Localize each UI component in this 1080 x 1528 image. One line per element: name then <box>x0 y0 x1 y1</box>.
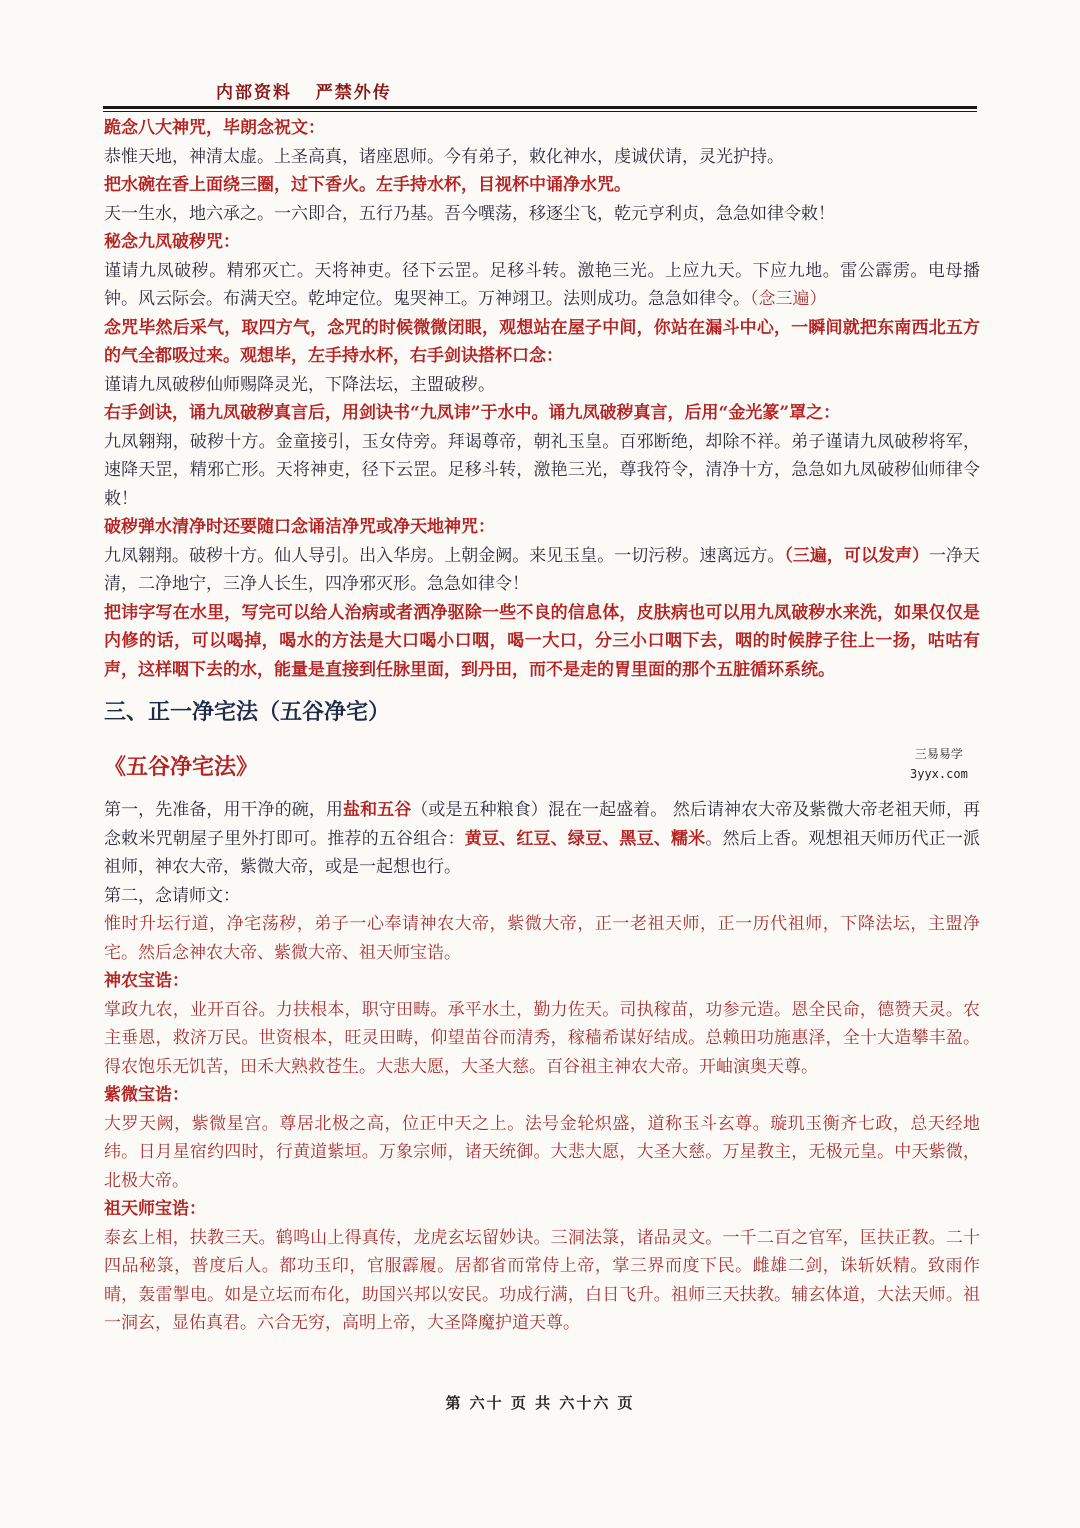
incantation-body: 谨请九凤破秽。精邪灭亡。天将神吏。径下云罡。足移斗转。激艳三光。上应九天。下应九地。雷公霹雳。电母播钟。风云际会。布满天空。乾坤定位。鬼哭神工。万神翊卫。法则成功。急急如律令。 <box>104 260 980 309</box>
highlight-text: 黄豆、红豆、绿豆、黑豆、糯米 <box>464 828 706 849</box>
section-title: 《五谷净宅法》 <box>104 754 259 780</box>
invocation-text: 惟时升坛行道，净宅荡秽，弟子一心奉请神农大帝，紫微大帝，正一老祖天师，正一历代祖师，下降法坛，主盟净宅。然后念神农大帝、紫微大帝、祖天师宝诰。 <box>104 914 980 963</box>
incantation-text: 恭惟天地，神清太虚。上圣高真，诸座恩师。今有弟子，敕化神水，虔诚伏请，灵光护持。 <box>104 146 784 167</box>
text-run: 第一，先准备，用干净的碗，用 <box>104 800 343 820</box>
invocation-text: 大罗天阙，紫微星宫。尊居北极之高，位正中天之上。法号金轮炽盛，道称玉斗玄尊。璇玑玉衡齐七政，总天经地纬。日月星宿约四时，行黄道紫垣。万象宗师，诸天统御。大悲大愿，大圣大慈。万星教主，无极元皇。中天紫微，北极大帝。 <box>104 1113 980 1191</box>
subheading-shennong: 神农宝诰： <box>104 971 189 991</box>
instruction-paragraph: 把讳字写在水里，写完可以给人治病或者洒净驱除一些不良的信息体，皮肤病也可以用九凤破秽水来洗，如果仅仅是内修的话，可以喝掉，喝水的方法是大口喝小口咽，喝一大口，分三小口咽下去，咽的时候脖子往上一扬，咕咕有声，这样咽下去的水，能量是直接到任脉里面，到丹田，而不是走的胃里面的那个五脏循环系统。 <box>104 602 980 680</box>
subheading-zutianshi: 祖天师宝诰： <box>104 1199 206 1219</box>
incantation-text: 天一生水，地六承之。一六即合，五行乃基。吾今噀荡，移逐尘飞，乾元亨利贞，急急如律令敕！ <box>104 203 835 224</box>
incantation-text: 九凤翱翔，破秽十方。金童接引，玉女侍旁。拜谒尊帝，朝礼玉皇。百邪断绝，却除不祥。弟子谨请九凤破秽将军，速降天罡，精邪亡形。天将神吏，径下云罡。足移斗转，激艳三光，尊我符令，清净十方，急急如九凤破秽仙师律令敕！ <box>104 431 980 509</box>
repeat-note: （念三遍） <box>750 289 827 309</box>
incantation-text: 谨请九凤破秽仙师赐降灵光，下降法坛，主盟破秽。 <box>104 374 495 395</box>
page-content <box>104 114 980 1338</box>
page-number: 第 六十 页 共 六十六 页 <box>445 1394 635 1412</box>
header-rule <box>103 106 977 109</box>
instruction-heading: 把水碗在香上面绕三圈，过下香火。左手持水杯，目视杯中诵净水咒。 <box>104 175 631 195</box>
instruction-heading: 破秽弹水清净时还要随口念诵洁净咒或净天地神咒： <box>104 517 495 537</box>
watermark-name: 三易易学 <box>914 747 963 761</box>
instruction-heading: 念咒毕然后采气，取四方气，念咒的时候微微闭眼，观想站在屋子中间，你站在漏斗中心，一瞬间就把东南西北五方的气全都吸过来。观想毕，左手持水杯，右手剑诀搭杯口念： <box>104 317 980 366</box>
repeat-note: （三遍，可以发声） <box>784 545 929 566</box>
confidential-header: 内部资料 严禁外传 <box>216 83 392 103</box>
incantation-text <box>104 542 980 599</box>
invocation-text: 掌政九农，业开百谷。力扶根本，职守田畴。承平水土，勤力佐天。司执稼苗，功参元造。恩全民命，德赞天灵。农主垂恩，救济万民。世资根本，旺灵田畴，仰望苗谷而清秀，稼穑希谋好结成。总赖田功施惠泽，全十大造攀丰盈。得农饱乐无饥苦，田禾大熟救苍生。大悲大愿，大圣大慈。百谷祖主神农大帝。开岫演奥天尊。 <box>104 999 980 1077</box>
instruction-heading: 跪念八大神咒，毕朗念祝文： <box>104 118 325 138</box>
watermark <box>910 744 968 784</box>
incantation-body: 一净天清，二净地宁，三净人长生，四净邪灭形。急急如律令！ <box>104 545 981 594</box>
header-rule-thin <box>103 111 977 112</box>
subheading-ziwei: 紫微宝诰： <box>104 1085 189 1105</box>
incantation-body: 九凤翱翔。破秽十方。仙人导引。出入华房。上朝金阙。来见玉皇。一切污秽。速离远方。 <box>104 545 785 566</box>
instruction-heading: 秘念九凤破秽咒： <box>104 232 240 252</box>
text-run: 。然后上香。观想祖天师历代正一派祖师，神农大帝，紫微大帝，或是一起想也行。 <box>104 828 981 877</box>
watermark-url: 3yyx.com <box>910 767 968 781</box>
instruction-heading: 右手剑诀，诵九凤破秽真言后，用剑诀书“九凤讳”于水中。诵九凤破秽真言，后用“金光篆”罩之： <box>104 403 841 423</box>
text-run: （或是五种粮食）混在一起盛着。 然后请神农大帝及紫微大帝老祖天师，再念敕米咒朝屋子里外打即可。推荐的五谷组合： <box>104 800 981 849</box>
procedure-paragraph <box>104 796 980 882</box>
invocation-text: 泰玄上相，扶教三天。鹤鸣山上得真传，龙虎玄坛留妙诀。三洞法箓，诸品灵文。一千二百之官军，匡扶正教。二十四品秘箓，普度后人。都功玉印，官服霹履。居都省而常侍上帝，掌三界而度下民。雌雄二剑，诛斩妖精。致雨作晴，轰雷掣电。如是立坛而布化，助国兴邦以安民。功成行满，白日飞升。祖师三天扶教。辅玄体道，大法天师。祖一洞玄，显佑真君。六合无穷，高明上帝，大圣降魔护道天尊。 <box>104 1227 980 1333</box>
incantation-text <box>104 257 980 314</box>
section-heading: 三、正一净宅法（五谷净宅） <box>104 700 391 725</box>
procedure-paragraph: 第二，念请师文： <box>104 885 240 906</box>
highlight-text: 盐和五谷 <box>343 800 412 820</box>
